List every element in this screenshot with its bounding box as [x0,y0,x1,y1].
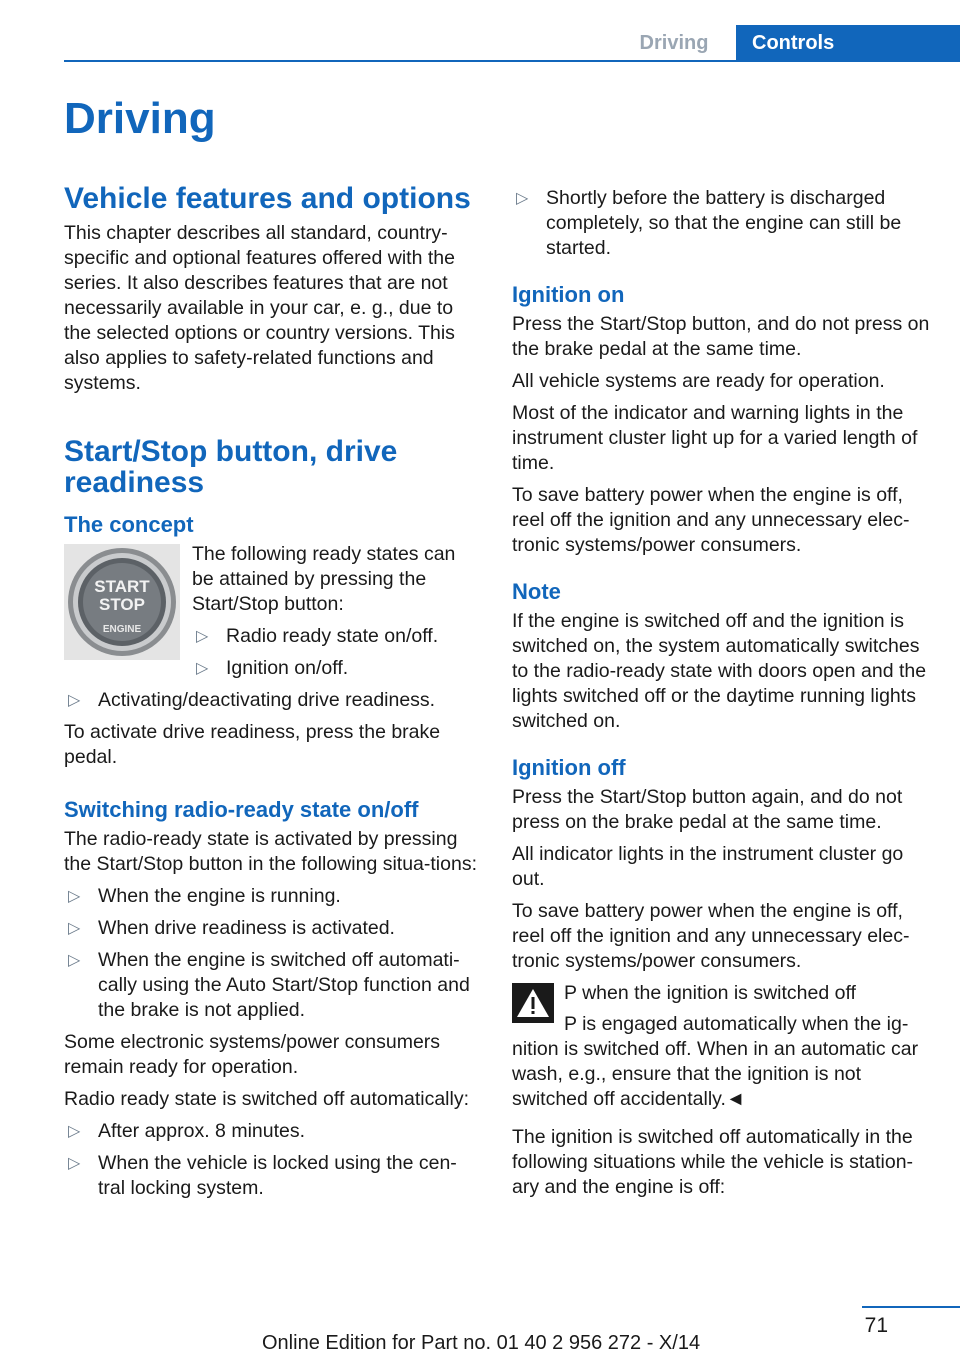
paragraph-final: The ignition is switched off automatically in the following situations while the vehicle is station-ary and the engine is off: [512,1126,914,1198]
bullet-icon: ▷ [68,888,81,905]
bullet-icon: ▷ [68,692,81,709]
auto-off-list-continued [512,186,930,261]
list-item: ▷ Ignition on/off. [196,657,349,679]
heading-start-stop: Start/Stop button, drive readiness [64,435,398,499]
list-item: ▷ Radio ready state on/off. [196,625,439,647]
paragraph-ignition-off-3: To save battery power when the engine is off, reel off the ignition and any unnecessary elec-tronic systems/power consumers. [512,900,910,972]
warning-text: P is engaged automatically when the ig-nition is switched off. When in an automatic car wash, e.g., ensure that the ignition is not switched off accidentally.◄ [512,1013,919,1110]
list-item: ▷ Shortly before the battery is discharged completely, so that the engine can still be started. [516,187,902,259]
bullet-icon: ▷ [68,1155,81,1172]
bullet-icon: ▷ [68,952,81,969]
heading-concept: The concept [64,512,194,537]
header-chapter-tab: Controls [736,25,960,61]
header-section-label: Driving [639,32,709,54]
heading-ignition-on: Ignition on [512,282,625,307]
list-item: ▷ Activating/deactivating drive readiness. [68,689,436,711]
warning-block [512,981,930,1112]
radio-list [64,884,480,1023]
paragraph-ignition-off-2: All indicator lights in the instrument cluster go out. [512,843,904,890]
bullet-icon: ▷ [68,1123,81,1140]
paragraph-some-systems: Some electronic systems/power consumers remain ready for operation. [64,1031,441,1078]
heading-note: Note [512,579,561,604]
warning-title: P when the ignition is switched off [564,982,856,1004]
paragraph-radio-ready: The radio-ready state is activated by pressing the Start/Stop button in the following situa-tions: [64,828,477,875]
bullet-icon: ▷ [196,628,209,645]
paragraph-ignition-on-1: Press the Start/Stop button, and do not press on the brake pedal at the same time. [512,313,930,360]
concept-list-continued [64,688,480,713]
paragraph-note: If the engine is switched off and the ignition is switched on, the system automatically switches to the radio-ready state with doors open and the lights switched off or the daytime running lights switched on. [512,610,927,732]
left-column [64,182,480,1208]
bullet-icon: ▷ [196,660,209,677]
list-item: ▷ When drive readiness is activated. [68,917,395,939]
page-header [612,25,960,61]
list-item: ▷ After approx. 8 minutes. [68,1120,306,1142]
paragraph-ignition-on-3: Most of the indicator and warning lights in the instrument cluster light up for a varied length of time. [512,402,918,474]
button-ring-label: ENGINE [102,624,142,635]
heading-vehicle-features: Vehicle features and options [64,182,471,215]
paragraph-vehicle-features: This chapter describes all standard, country-specific and optional features offered with the series. It also describes features that are not necessarily available in your car, e. g., due to the selected options or country versions. This also applies to safety-related functions and systems. [64,222,455,394]
paragraph-ignition-on-2: All vehicle systems are ready for operation. [512,370,885,392]
start-stop-button-icon [64,544,180,660]
header-rule [64,60,960,62]
paragraph-auto-off: Radio ready state is switched off automatically: [64,1088,470,1110]
paragraph-activate: To activate drive readiness, press the brake pedal. [64,721,441,768]
paragraph-ignition-off-1: Press the Start/Stop button again, and do not press on the brake pedal at the same time. [512,786,903,833]
paragraph-concept: The following ready states can be attained by pressing the Start/Stop button: [192,543,456,615]
bullet-icon: ▷ [68,920,81,937]
footer-rule [862,1306,960,1308]
right-column [512,186,930,1207]
footer-edition: Online Edition for Part no. 01 40 2 956 272 - X/14 [262,1332,701,1354]
paragraph-ignition-on-4: To save battery power when the engine is off, reel off the ignition and any unnecessary elec-tronic systems/power consumers. [512,484,910,556]
heading-ignition-off: Ignition off [512,755,626,780]
page-title: Driving [64,94,216,143]
page-number: 71 [864,1314,888,1337]
concept-list [192,624,480,681]
list-item: ▷ When the engine is switched off automati-cally using the Auto Start/Stop function and the brake is not applied. [68,949,470,1021]
concept-block [64,542,480,688]
auto-off-list [64,1119,480,1201]
button-line1: START [94,577,150,596]
list-item: ▷ When the engine is running. [68,885,341,907]
bullet-icon: ▷ [516,190,529,207]
concept-text [192,542,480,688]
start-stop-button-image [64,544,180,660]
warning-triangle-icon [512,983,554,1023]
list-item: ▷ When the vehicle is locked using the cen-tral locking system. [68,1152,457,1199]
button-line2: STOP [99,595,145,614]
heading-radio-ready: Switching radio-ready state on/off [64,797,419,822]
